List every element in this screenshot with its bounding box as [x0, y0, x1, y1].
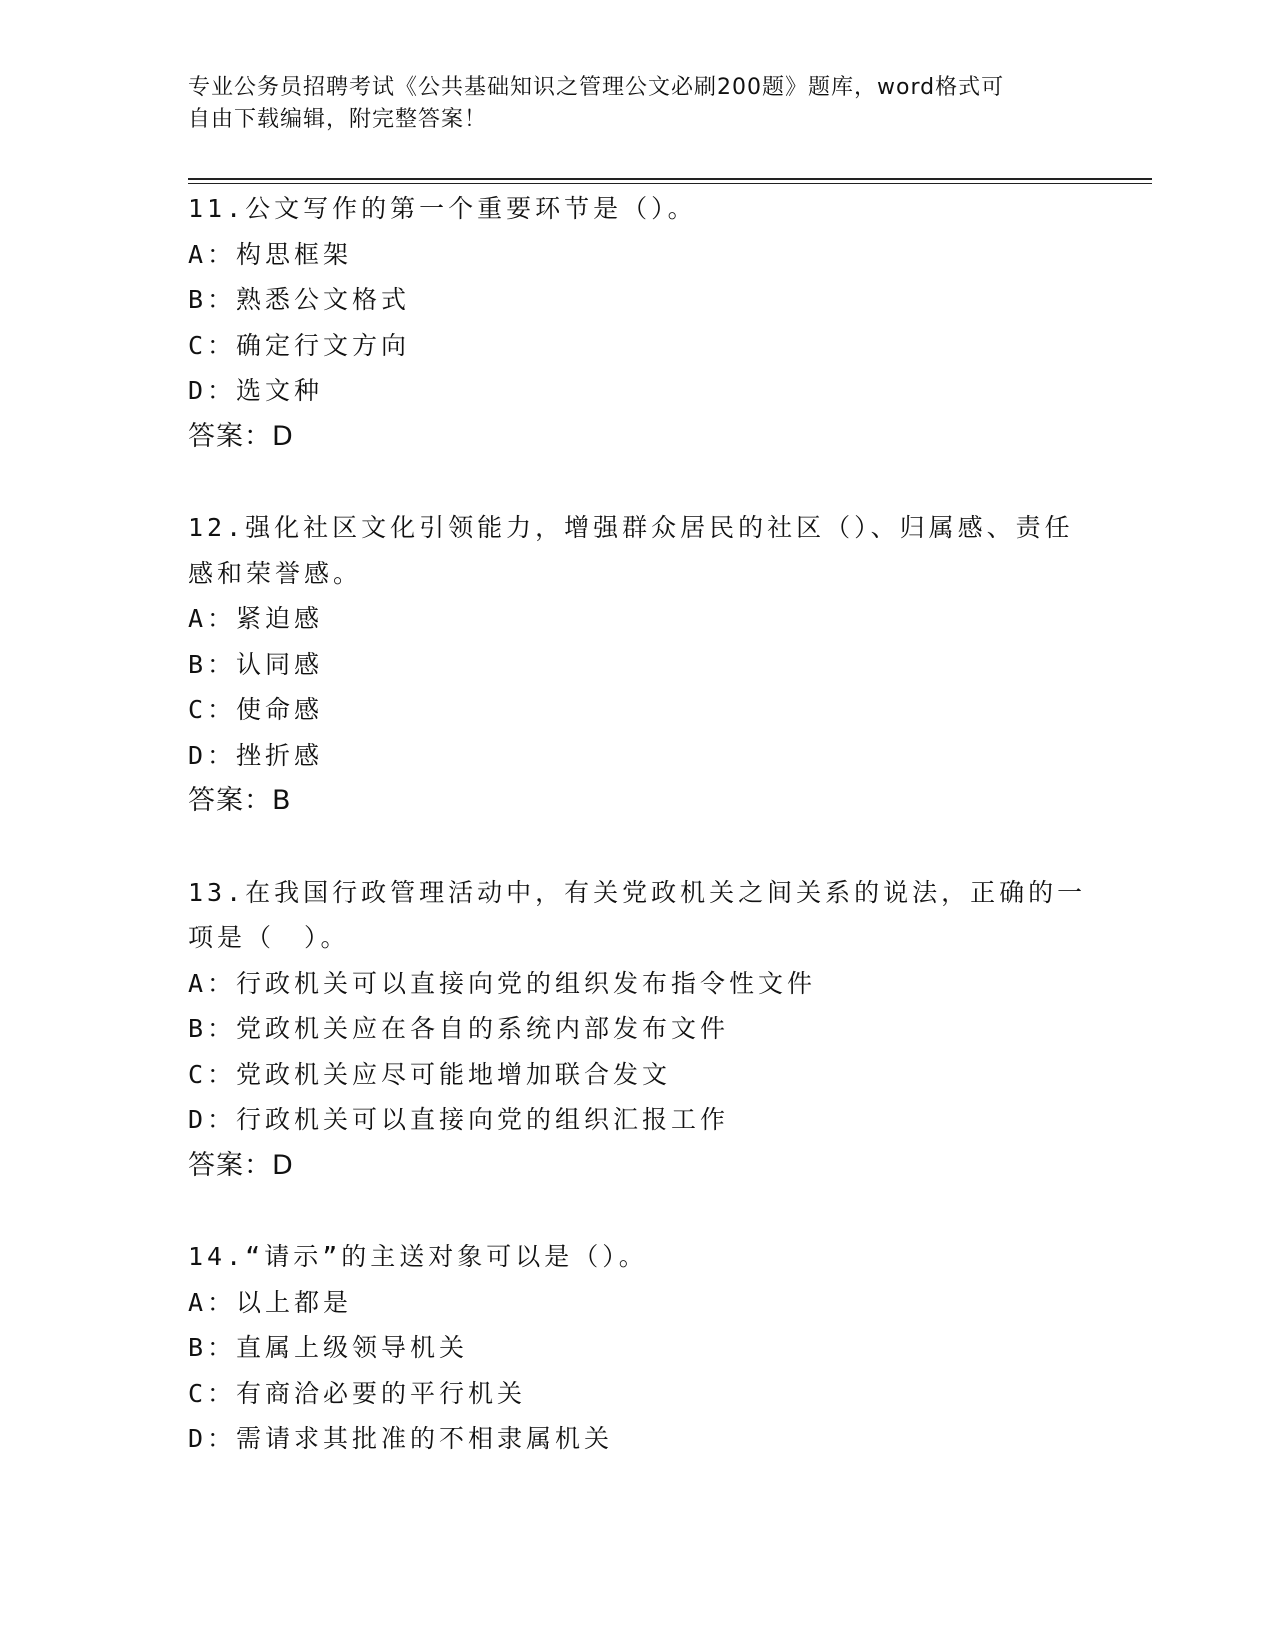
option-b: B：熟悉公文格式 — [188, 285, 411, 314]
question-list — [188, 186, 1088, 1508]
option-c: C：有商洽必要的平行机关 — [188, 1378, 527, 1408]
option-a: A：紧迫感 — [188, 604, 324, 633]
option-c: C：使命感 — [188, 695, 324, 724]
option-b: B：直属上级领导机关 — [188, 1333, 469, 1362]
question-stem — [188, 870, 1088, 961]
answer-line: 答案：B — [188, 785, 292, 816]
answer-line: 答案：D — [188, 420, 294, 452]
question-13 — [188, 870, 1088, 1189]
option-a: A：以上都是 — [188, 1287, 353, 1317]
option-d: D：需请求其批准的不相隶属机关 — [188, 1424, 614, 1453]
question-stem — [188, 186, 1088, 232]
stem-line: 14.“请示”的主送对象可以是（）。 — [188, 1242, 648, 1271]
option-a: A：行政机关可以直接向党的组织发布指令性文件 — [188, 968, 817, 998]
stem-line: 项是（ ）。 — [188, 923, 350, 952]
option-d: D：行政机关可以直接向党的组织汇报工作 — [188, 1105, 730, 1134]
stem-line: 12.强化社区文化引领能力，增强群众居民的社区（）、归属感、责任 — [188, 513, 1074, 542]
header-divider-thick — [188, 178, 1152, 180]
header-line: 自由下载编辑，附完整答案！ — [188, 107, 488, 132]
stem-line: 13.在我国行政管理活动中，有关党政机关之间关系的说法，正确的一 — [188, 877, 1087, 907]
document-header — [188, 72, 1088, 136]
option-a: A：构思框架 — [188, 239, 353, 269]
option-d: D：挫折感 — [188, 740, 324, 770]
question-stem — [188, 505, 1088, 596]
option-d: D：选文种 — [188, 376, 324, 405]
question-14 — [188, 1234, 1088, 1462]
header-line: 专业公务员招聘考试《公共基础知识之管理公文必刷200题》题库，word格式可 — [188, 75, 1005, 100]
option-c: C：确定行文方向 — [188, 330, 411, 360]
option-b: B：党政机关应在各自的系统内部发布文件 — [188, 1014, 730, 1043]
stem-line: 感和荣誉感。 — [188, 558, 363, 588]
header-divider-thin — [188, 183, 1152, 184]
question-12 — [188, 505, 1088, 824]
question-11 — [188, 186, 1088, 459]
option-b: B：认同感 — [188, 649, 324, 679]
option-c: C：党政机关应尽可能地增加联合发文 — [188, 1059, 672, 1089]
question-stem — [188, 1234, 1088, 1280]
answer-line: 答案：D — [188, 1149, 294, 1181]
stem-line: 11.公文写作的第一个重要环节是（）。 — [188, 194, 697, 223]
